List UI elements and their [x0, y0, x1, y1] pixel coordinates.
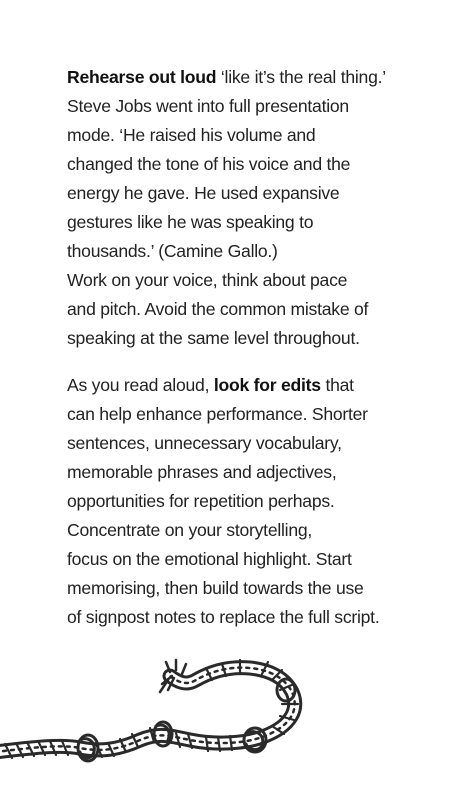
text-line: Work on your voice, think about pace [67, 270, 348, 290]
text-span: As you read aloud, [67, 375, 214, 395]
text-line: opportunities for repetition perhaps. [67, 491, 335, 511]
text-line: and pitch. Avoid the common mistake of [67, 299, 369, 319]
text-line [67, 371, 447, 400]
text-line: thousands.’ (Camine Gallo.) [67, 241, 278, 261]
text-line: sentences, unnecessary vocabulary, [67, 433, 342, 453]
text-line [67, 63, 447, 92]
text-line: memorising, then build towards the use [67, 578, 364, 598]
text-line: changed the tone of his voice and the [67, 154, 351, 174]
text-span: ‘like it’s the real thing.’ [216, 67, 386, 87]
text-line: of signpost notes to replace the full script. [67, 607, 380, 627]
text-line: energy he gave. He used expansive [67, 183, 340, 203]
text-line: speaking at the same level throughout. [67, 328, 360, 348]
text-line: Steve Jobs went into full presentation [67, 96, 349, 116]
text-span: that [320, 375, 354, 395]
rope-icon [0, 640, 450, 800]
text-line: focus on the emotional highlight. Start [67, 549, 352, 569]
text-line: memorable phrases and adjectives, [67, 462, 337, 482]
text-line: can help enhance performance. Shorter [67, 404, 368, 424]
text-line: Concentrate on your storytelling, [67, 520, 313, 540]
paragraph-edits [67, 371, 447, 632]
paragraph-rehearse [67, 63, 447, 353]
text-span-bold: look for edits [213, 375, 321, 395]
text-span-bold: Rehearse out loud [67, 67, 217, 87]
text-line: gestures like he was speaking to [67, 212, 314, 232]
text-line: mode. ‘He raised his volume and [67, 125, 316, 145]
